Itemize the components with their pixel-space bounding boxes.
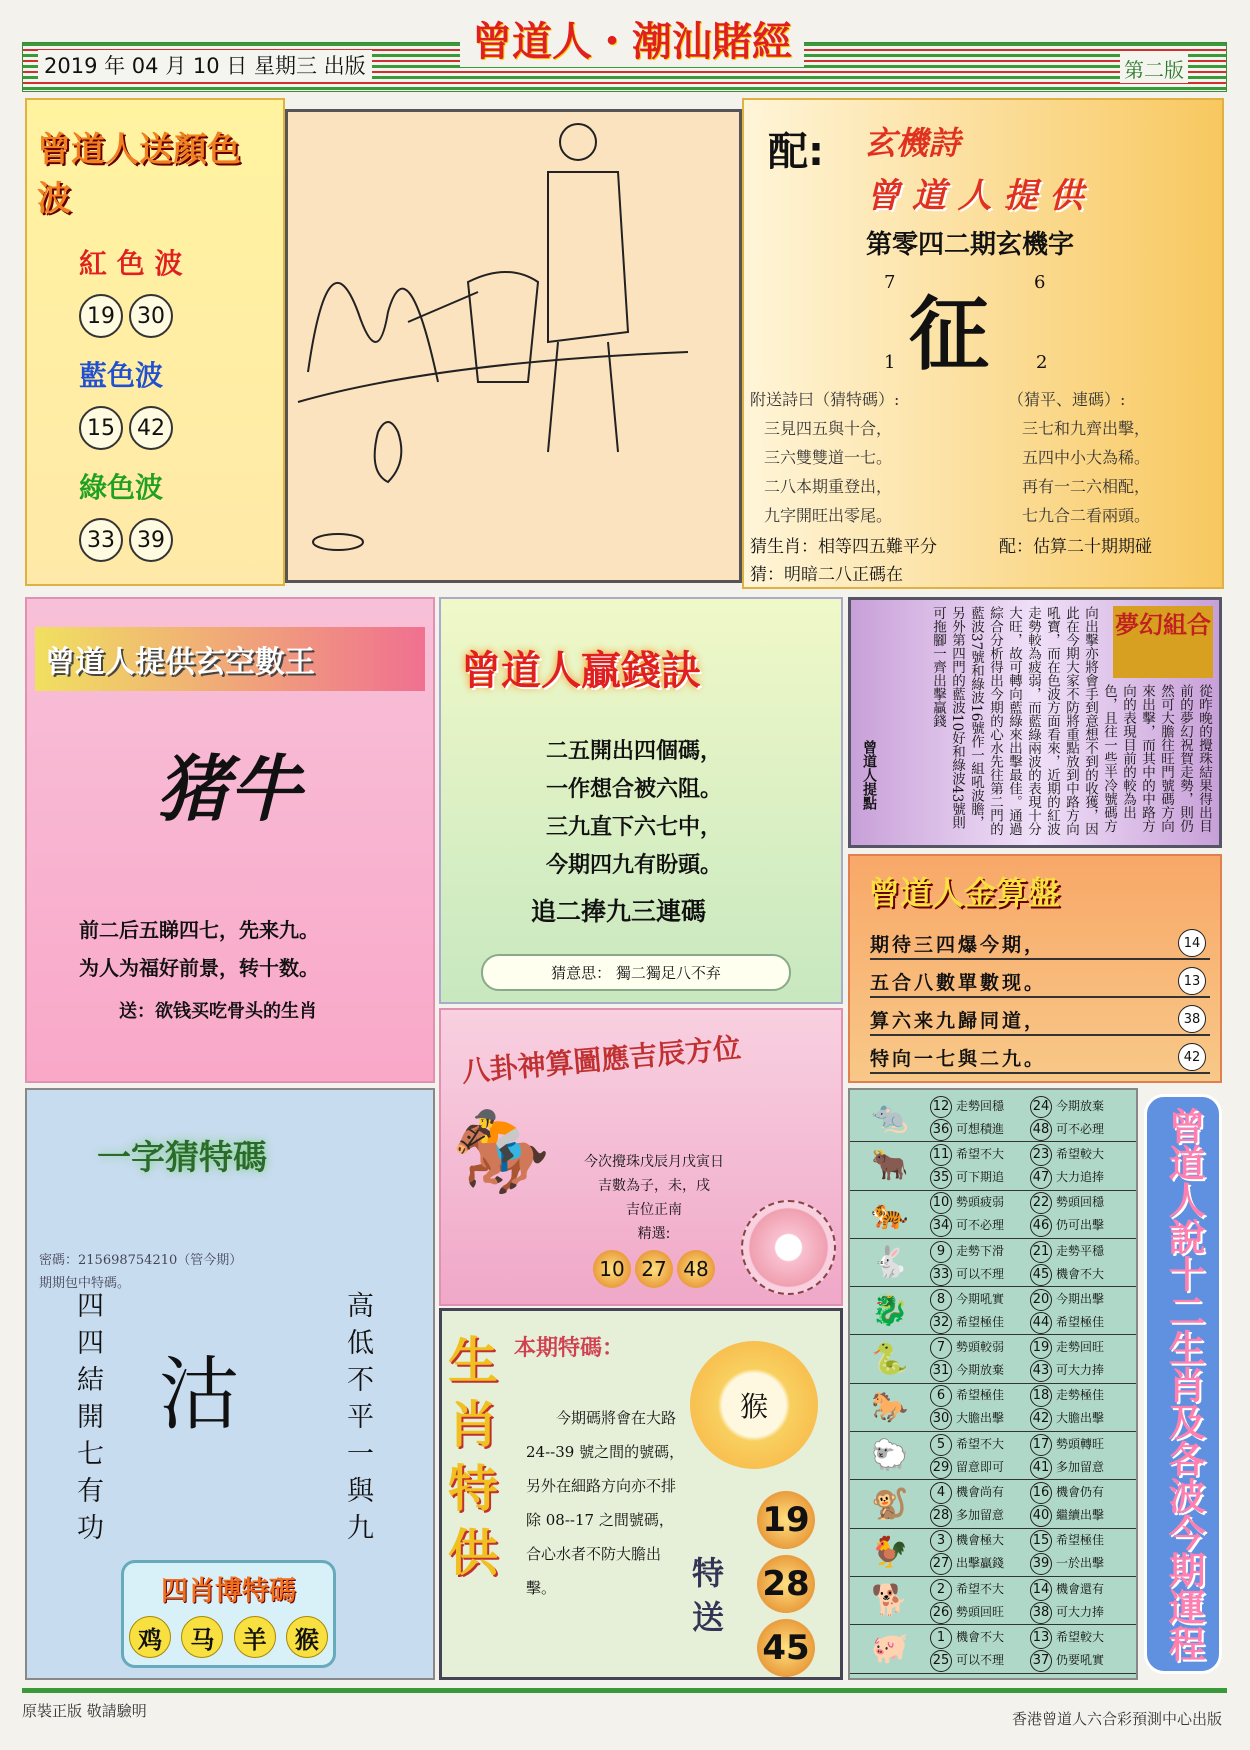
zodiac-comment: 勢頭回穩 — [1056, 1195, 1105, 1210]
poem-head: （猜平、連碼）: — [1008, 390, 1126, 409]
zodiac-comment: 可下期追 — [956, 1169, 1005, 1184]
corner-number: 1 — [884, 352, 896, 373]
bagua-line: 精選: — [637, 1226, 671, 1242]
abacus-row — [870, 928, 1210, 960]
circled-number: 34 — [930, 1215, 952, 1237]
zodiac-comment: 走勢極佳 — [1056, 1388, 1105, 1403]
zodiac-comment: 希望較大 — [1056, 1629, 1105, 1644]
zodiac-row — [850, 1384, 1136, 1432]
zodiac-comment: 留意即可 — [956, 1459, 1005, 1474]
bagua-compass-icon — [741, 1200, 836, 1295]
circled-number: 47 — [1030, 1167, 1052, 1189]
zodiac-animal-icon: 🐕 — [871, 1583, 909, 1619]
special-send-label: 特送 — [692, 1554, 725, 1636]
zodiac-entry — [1030, 1578, 1130, 1624]
bagua-line: 今次攪珠戊辰月戊寅日 — [584, 1154, 724, 1170]
circled-number: 39 — [1030, 1553, 1052, 1575]
zodiac-animal-icon: 🐓 — [871, 1534, 909, 1570]
footer-right: 香港曾道人六合彩預測中心出版 — [1011, 1710, 1222, 1728]
circled-number: 26 — [930, 1602, 952, 1624]
zodiac-entry — [1030, 1384, 1130, 1430]
zodiac-comment: 走勢下滑 — [956, 1243, 1005, 1258]
zodiac-entry — [1030, 1240, 1130, 1286]
zodiac-comment: 仍要吼實 — [1056, 1652, 1105, 1667]
zodiac-entry — [930, 1529, 1030, 1575]
win-hint: 猜意思： 獨二獨足八不弃 — [481, 954, 791, 991]
number-ball: 15 — [79, 406, 123, 450]
zodiac-animal-icon: 🐀 — [871, 1100, 909, 1136]
number-ball: 19 — [79, 294, 123, 338]
circled-number: 16 — [1030, 1482, 1052, 1504]
number-ball: 28 — [757, 1555, 815, 1613]
zodiac-row — [850, 1094, 1136, 1142]
zodiac-entry — [930, 1143, 1030, 1189]
farmer-illustration — [285, 109, 742, 583]
abacus-row — [870, 1004, 1210, 1036]
code-note: 期期包中特碼。 — [39, 1276, 131, 1291]
bagua-panel — [439, 1008, 843, 1306]
zodiac-comment: 希望極佳 — [956, 1388, 1005, 1403]
poem-line: 三七和九齊出擊， — [1022, 419, 1151, 438]
circled-number: 43 — [1030, 1360, 1052, 1382]
circled-number: 13 — [1030, 1627, 1052, 1649]
zodiac-comment: 希望極佳 — [1056, 1314, 1105, 1329]
zodiac-comment: 可大力捧 — [1056, 1363, 1105, 1378]
zodiac-animal-icon: 🐑 — [871, 1438, 909, 1474]
circled-number: 33 — [930, 1264, 952, 1286]
zodiac-row — [850, 1142, 1136, 1190]
abacus-text: 五合八數單數现。 — [870, 971, 1047, 994]
wave-label: 藍色波 — [79, 359, 164, 392]
zodiac-row — [850, 1191, 1136, 1239]
zodiac-row — [850, 1480, 1136, 1528]
abacus-title: 曾道人金算盤 — [868, 874, 1061, 912]
zodiac-comment: 今期吼實 — [956, 1291, 1005, 1306]
special-side-title: 生肖特供 — [448, 1332, 498, 1582]
circled-number: 31 — [930, 1360, 952, 1382]
color-wave-title: 曾道人送顏色波 — [37, 130, 241, 219]
poem-prefix: 配: — [768, 129, 824, 175]
zodiac-animal-icon: 🐒 — [871, 1486, 909, 1522]
circled-number: 35 — [930, 1167, 952, 1189]
zodiac-comment: 今期放棄 — [956, 1363, 1005, 1378]
zodiac-entry — [1030, 1481, 1130, 1527]
four-zodiac-title: 四肖博特碼 — [161, 1576, 296, 1607]
zodiac-comment: 希望較大 — [1056, 1146, 1105, 1161]
zodiac-comment: 可不必理 — [1056, 1121, 1105, 1136]
four-zodiac-box — [121, 1560, 336, 1668]
zodiac-entry — [1030, 1191, 1130, 1237]
poem-title: 玄機詩 — [864, 124, 961, 162]
zodiac-comment: 今期放棄 — [1056, 1098, 1105, 1113]
win-title: 曾道人贏錢訣 — [461, 648, 701, 694]
zodiac-comment: 希望不大 — [956, 1146, 1005, 1161]
zodiac-comment: 多加留意 — [956, 1508, 1005, 1523]
zodiac-comment: 繼續出擊 — [1056, 1508, 1105, 1523]
circled-number: 15 — [1030, 1530, 1052, 1552]
zodiac-animal-icon: 🐉 — [871, 1293, 909, 1329]
poem-line: 再有一二六相配， — [1022, 477, 1151, 496]
win-line: 三九直下六七中， — [546, 814, 723, 840]
circled-number: 20 — [1030, 1289, 1052, 1311]
left-column-text: 四四結開七有功 — [77, 1291, 104, 1544]
special-panel — [439, 1308, 843, 1680]
guess-zodiac: 猜生肖：相等四五難平分 — [750, 537, 937, 557]
circled-number: 8 — [930, 1289, 952, 1311]
match-line: 配：估算二十期期碰 — [999, 537, 1152, 557]
zodiac-entry — [930, 1626, 1030, 1672]
poem-provider: 曾 道 人 提 供 — [866, 176, 1084, 216]
bagua-line: 吉數為子，未，戌 — [598, 1178, 710, 1194]
abacus-number: 14 — [1178, 929, 1206, 957]
circled-number: 22 — [1030, 1192, 1052, 1214]
number-ball: 48 — [677, 1250, 715, 1288]
poem-line: 七九合二看兩頭。 — [1022, 506, 1151, 525]
xuankong-gift: 送：欲钱买吃骨头的生肖 — [119, 1001, 317, 1022]
zodiac-entry — [930, 1288, 1030, 1334]
win-line: 一作想合被六阻。 — [546, 776, 723, 802]
bagua-title: 八卦神算圖應吉辰方位 — [460, 1031, 743, 1089]
zodiac-row — [850, 1239, 1136, 1287]
corner-number: 6 — [1034, 272, 1046, 293]
zodiac-entry — [930, 1481, 1030, 1527]
zodiac-entry — [1030, 1626, 1130, 1672]
poem-line: 九字開旺出零尾。 — [764, 506, 893, 525]
zodiac-comment: 走勢平穩 — [1056, 1243, 1105, 1258]
circled-number: 46 — [1030, 1215, 1052, 1237]
zodiac-comment: 勢頭疲弱 — [956, 1195, 1005, 1210]
zodiac-entry — [1030, 1336, 1130, 1382]
circled-number: 30 — [930, 1408, 952, 1430]
circled-number: 12 — [930, 1096, 952, 1118]
number-ball: 30 — [129, 294, 173, 338]
xuankong-panel — [25, 597, 435, 1083]
xuankong-line: 为人为福好前景，转十数。 — [79, 956, 319, 980]
zodiac-comment: 今期出擊 — [1056, 1291, 1105, 1306]
zodiac-comment: 機會不大 — [1056, 1266, 1105, 1281]
abacus-number: 13 — [1178, 967, 1206, 995]
zodiac-animal-icon: 🐍 — [871, 1341, 909, 1377]
zodiac-animal-icon: 🐅 — [871, 1196, 909, 1232]
color-wave-panel — [25, 98, 285, 586]
farmer-drawing — [288, 112, 739, 580]
masthead-title: 曾道人・潮汕賭經 — [460, 10, 804, 67]
wave-label: 紅 色 波 — [79, 247, 183, 280]
circled-number: 42 — [1030, 1408, 1052, 1430]
circled-number: 27 — [930, 1553, 952, 1575]
one-char-panel — [25, 1088, 435, 1680]
xuankong-line: 前二后五睇四七，先来九。 — [79, 918, 319, 942]
zodiac-comment: 機會還有 — [1056, 1581, 1105, 1596]
zodiac-animal-icon: 🐂 — [871, 1148, 909, 1184]
number-ball: 27 — [635, 1250, 673, 1288]
abacus-panel — [848, 854, 1222, 1083]
circled-number: 38 — [1030, 1602, 1052, 1624]
zodiac-comment: 機會不大 — [956, 1629, 1005, 1644]
number-ball: 45 — [757, 1619, 815, 1677]
footer-left: 原裝正版 敬請驗明 — [22, 1702, 147, 1720]
zodiac-comment: 走勢回旺 — [1056, 1340, 1105, 1355]
zodiac-comment: 希望不大 — [956, 1436, 1005, 1451]
zodiac-entry — [930, 1578, 1030, 1624]
zodiac-comment: 希望不大 — [956, 1581, 1005, 1596]
circled-number: 18 — [1030, 1385, 1052, 1407]
guess-line: 猜：明暗二八正碼在 — [750, 565, 903, 585]
zodiac-entry — [1030, 1529, 1130, 1575]
zodiac-entry — [1030, 1143, 1130, 1189]
zodiac-ball: 鸡 — [129, 1616, 171, 1658]
circled-number: 41 — [1030, 1457, 1052, 1479]
zodiac-comment: 機會仍有 — [1056, 1485, 1105, 1500]
special-text: 今期碼將會在大路 24--39 號之間的號碼，另外在細路方向亦不排除 08--17 之間號碼，合心水者不防大膽出擊。 — [526, 1409, 685, 1597]
zodiac-ball: 马 — [181, 1616, 223, 1658]
zodiac-comment: 大膽出擊 — [1056, 1411, 1105, 1426]
zodiac-comment: 大膽出擊 — [956, 1411, 1005, 1426]
wave-numbers — [79, 518, 283, 562]
zodiac-table — [848, 1088, 1138, 1680]
circled-number: 25 — [930, 1650, 952, 1672]
zodiac-ball: 猴 — [286, 1616, 328, 1658]
poem-line: 三六雙雙道一七。 — [764, 448, 893, 467]
zodiac-comment: 可想積進 — [956, 1121, 1005, 1136]
mystery-character: 沽 — [159, 1348, 239, 1441]
zodiac-row — [850, 1529, 1136, 1577]
circled-number: 1 — [930, 1627, 952, 1649]
circled-number: 21 — [1030, 1241, 1052, 1263]
dream-signature: 曾道人提點 — [861, 740, 877, 810]
number-ball: 10 — [593, 1250, 631, 1288]
win-chase: 追二捧九三連碼 — [531, 897, 707, 926]
abacus-text: 算六来九歸同道， — [870, 1009, 1047, 1032]
warrior-horse-image: 🏇 — [451, 1105, 551, 1198]
zodiac-entry — [930, 1433, 1030, 1479]
code-line: 密碼：215698754210（管今期） — [39, 1253, 243, 1268]
zodiac-comment: 希望極佳 — [1056, 1533, 1105, 1548]
win-line: 今期四九有盼頭。 — [546, 852, 723, 878]
zodiac-animal-icon: 🐖 — [871, 1631, 909, 1667]
number-ball: 33 — [79, 518, 123, 562]
circled-number: 44 — [1030, 1312, 1052, 1334]
issue-date: 2019 年 04 月 10 日 星期三 出版 — [38, 50, 372, 80]
zodiac-entry — [930, 1240, 1030, 1286]
zodiac-row — [850, 1432, 1136, 1480]
xuankong-title: 曾道人提供玄空數王 — [35, 627, 425, 691]
abacus-number: 38 — [1178, 1005, 1206, 1033]
circled-number: 19 — [1030, 1337, 1052, 1359]
zodiac-comment: 機會極大 — [956, 1533, 1005, 1548]
zodiac-comment: 機會尚有 — [956, 1485, 1005, 1500]
corner-number: 7 — [884, 272, 896, 293]
circled-number: 4 — [930, 1482, 952, 1504]
dream-panel — [848, 597, 1222, 848]
zodiac-comment: 勢頭較弱 — [956, 1340, 1005, 1355]
circled-number: 37 — [1030, 1650, 1052, 1672]
handwritten-glyph: 猪牛 — [157, 746, 302, 831]
dream-title: 夢幻組合 — [1113, 606, 1213, 678]
footer-rule — [22, 1688, 1227, 1693]
wave-numbers — [79, 294, 283, 338]
zodiac-comment: 希望極佳 — [956, 1314, 1005, 1329]
win-panel — [439, 597, 843, 1004]
zodiac-comment: 仍可出擊 — [1056, 1218, 1105, 1233]
edition-label: 第二版 — [1120, 54, 1188, 83]
abacus-text: 期待三四爆今期， — [870, 933, 1047, 956]
circled-number: 5 — [930, 1434, 952, 1456]
zodiac-entry — [930, 1384, 1030, 1430]
zodiac-entry — [1030, 1095, 1130, 1141]
number-ball: 39 — [129, 518, 173, 562]
abacus-row — [870, 1042, 1210, 1074]
zodiac-entry — [1030, 1433, 1130, 1479]
issue-label: 第零四二期玄機字 — [866, 230, 1075, 260]
zodiac-title: 曾道人說十二生肖及各波今期運程 — [1144, 1094, 1222, 1674]
zodiac-animal-icon: 🐇 — [871, 1245, 909, 1281]
circled-number: 6 — [930, 1385, 952, 1407]
dream-body — [887, 606, 1213, 842]
poem-line: 三見四五與十合， — [764, 419, 893, 438]
poem-panel — [742, 98, 1224, 589]
zodiac-comment: 大力追捧 — [1056, 1169, 1105, 1184]
zodiac-row — [850, 1287, 1136, 1335]
number-ball: 19 — [757, 1491, 815, 1549]
circled-number: 24 — [1030, 1096, 1052, 1118]
zodiac-entry — [1030, 1288, 1130, 1334]
circled-number: 10 — [930, 1192, 952, 1214]
zodiac-ball: 羊 — [234, 1616, 276, 1658]
win-line: 二五開出四個碼， — [546, 738, 723, 764]
circled-number: 7 — [930, 1337, 952, 1359]
wave-numbers — [79, 406, 283, 450]
circled-number: 11 — [930, 1144, 952, 1166]
circled-number: 32 — [930, 1312, 952, 1334]
circled-number: 36 — [930, 1119, 952, 1141]
zodiac-comment: 出擊贏錢 — [956, 1556, 1005, 1571]
poem-head: 附送詩曰（猜特碼）: — [750, 390, 900, 409]
circled-number: 48 — [1030, 1119, 1052, 1141]
poem-line: 五四中小大為稀。 — [1022, 448, 1151, 467]
zodiac-comment: 一於出擊 — [1056, 1556, 1105, 1571]
circled-number: 14 — [1030, 1579, 1052, 1601]
mystery-character: 征 — [909, 287, 989, 381]
bagua-line: 吉位正南 — [626, 1202, 682, 1218]
abacus-number: 42 — [1178, 1043, 1206, 1071]
zodiac-entry — [930, 1095, 1030, 1141]
zodiac-entry — [930, 1336, 1030, 1382]
circled-number: 45 — [1030, 1264, 1052, 1286]
poem-line: 二八本期重登出， — [764, 477, 893, 496]
one-char-title: 一字猜特碼 — [97, 1138, 267, 1178]
zodiac-animal-icon: 🐎 — [871, 1389, 909, 1425]
zodiac-row — [850, 1335, 1136, 1383]
dream-text: 從昨晚的攪珠結果得出目前的夢幻祝賀走勢，則仍然可大膽往旺門號碼方向來出擊，而其中的中路方向的表現目前的較為出色，且往一些半冷號碼方向出擊亦將會手到意想不到的收獲，因此在今期大家不防將重點放到中路方向吼寶，而在色波方面看來，近期的紅波走勢較為疲弱，而藍綠兩波的表現十分大旺，故可轉向藍綠來出擊最佳。通過綜合分析得出今期的心水先往第二門的藍波37號和綠波16號作一組吼波膽，另外第四門的藍波10好和綠波43號則可拖腳一齊出擊贏錢 — [930, 606, 1212, 836]
zodiac-comment: 走勢回穩 — [956, 1098, 1005, 1113]
wave-label: 綠色波 — [79, 471, 164, 504]
right-column-text: 高低不平一與九 — [347, 1291, 374, 1544]
zodiac-comment: 可大力捧 — [1056, 1604, 1105, 1619]
circled-number: 17 — [1030, 1434, 1052, 1456]
circled-number: 23 — [1030, 1144, 1052, 1166]
zodiac-comment: 可以不理 — [956, 1652, 1005, 1667]
special-zodiac-flower: 猴 — [690, 1341, 818, 1469]
circled-number: 40 — [1030, 1505, 1052, 1527]
zodiac-comment: 可不必理 — [956, 1218, 1005, 1233]
special-title: 本期特碼： — [514, 1336, 625, 1361]
circled-number: 9 — [930, 1241, 952, 1263]
zodiac-comment: 可以不理 — [956, 1266, 1005, 1281]
circled-number: 28 — [930, 1505, 952, 1527]
zodiac-comment: 勢頭回旺 — [956, 1604, 1005, 1619]
circled-number: 2 — [930, 1579, 952, 1601]
circled-number: 3 — [930, 1530, 952, 1552]
abacus-text: 特向一七與二九。 — [870, 1047, 1047, 1070]
number-ball: 42 — [129, 406, 173, 450]
zodiac-comment: 勢頭轉旺 — [1056, 1436, 1105, 1451]
circled-number: 29 — [930, 1457, 952, 1479]
zodiac-row — [850, 1577, 1136, 1625]
abacus-row — [870, 966, 1210, 998]
zodiac-comment: 多加留意 — [1056, 1459, 1105, 1474]
zodiac-entry — [930, 1191, 1030, 1237]
zodiac-row — [850, 1625, 1136, 1673]
corner-number: 2 — [1036, 352, 1048, 373]
